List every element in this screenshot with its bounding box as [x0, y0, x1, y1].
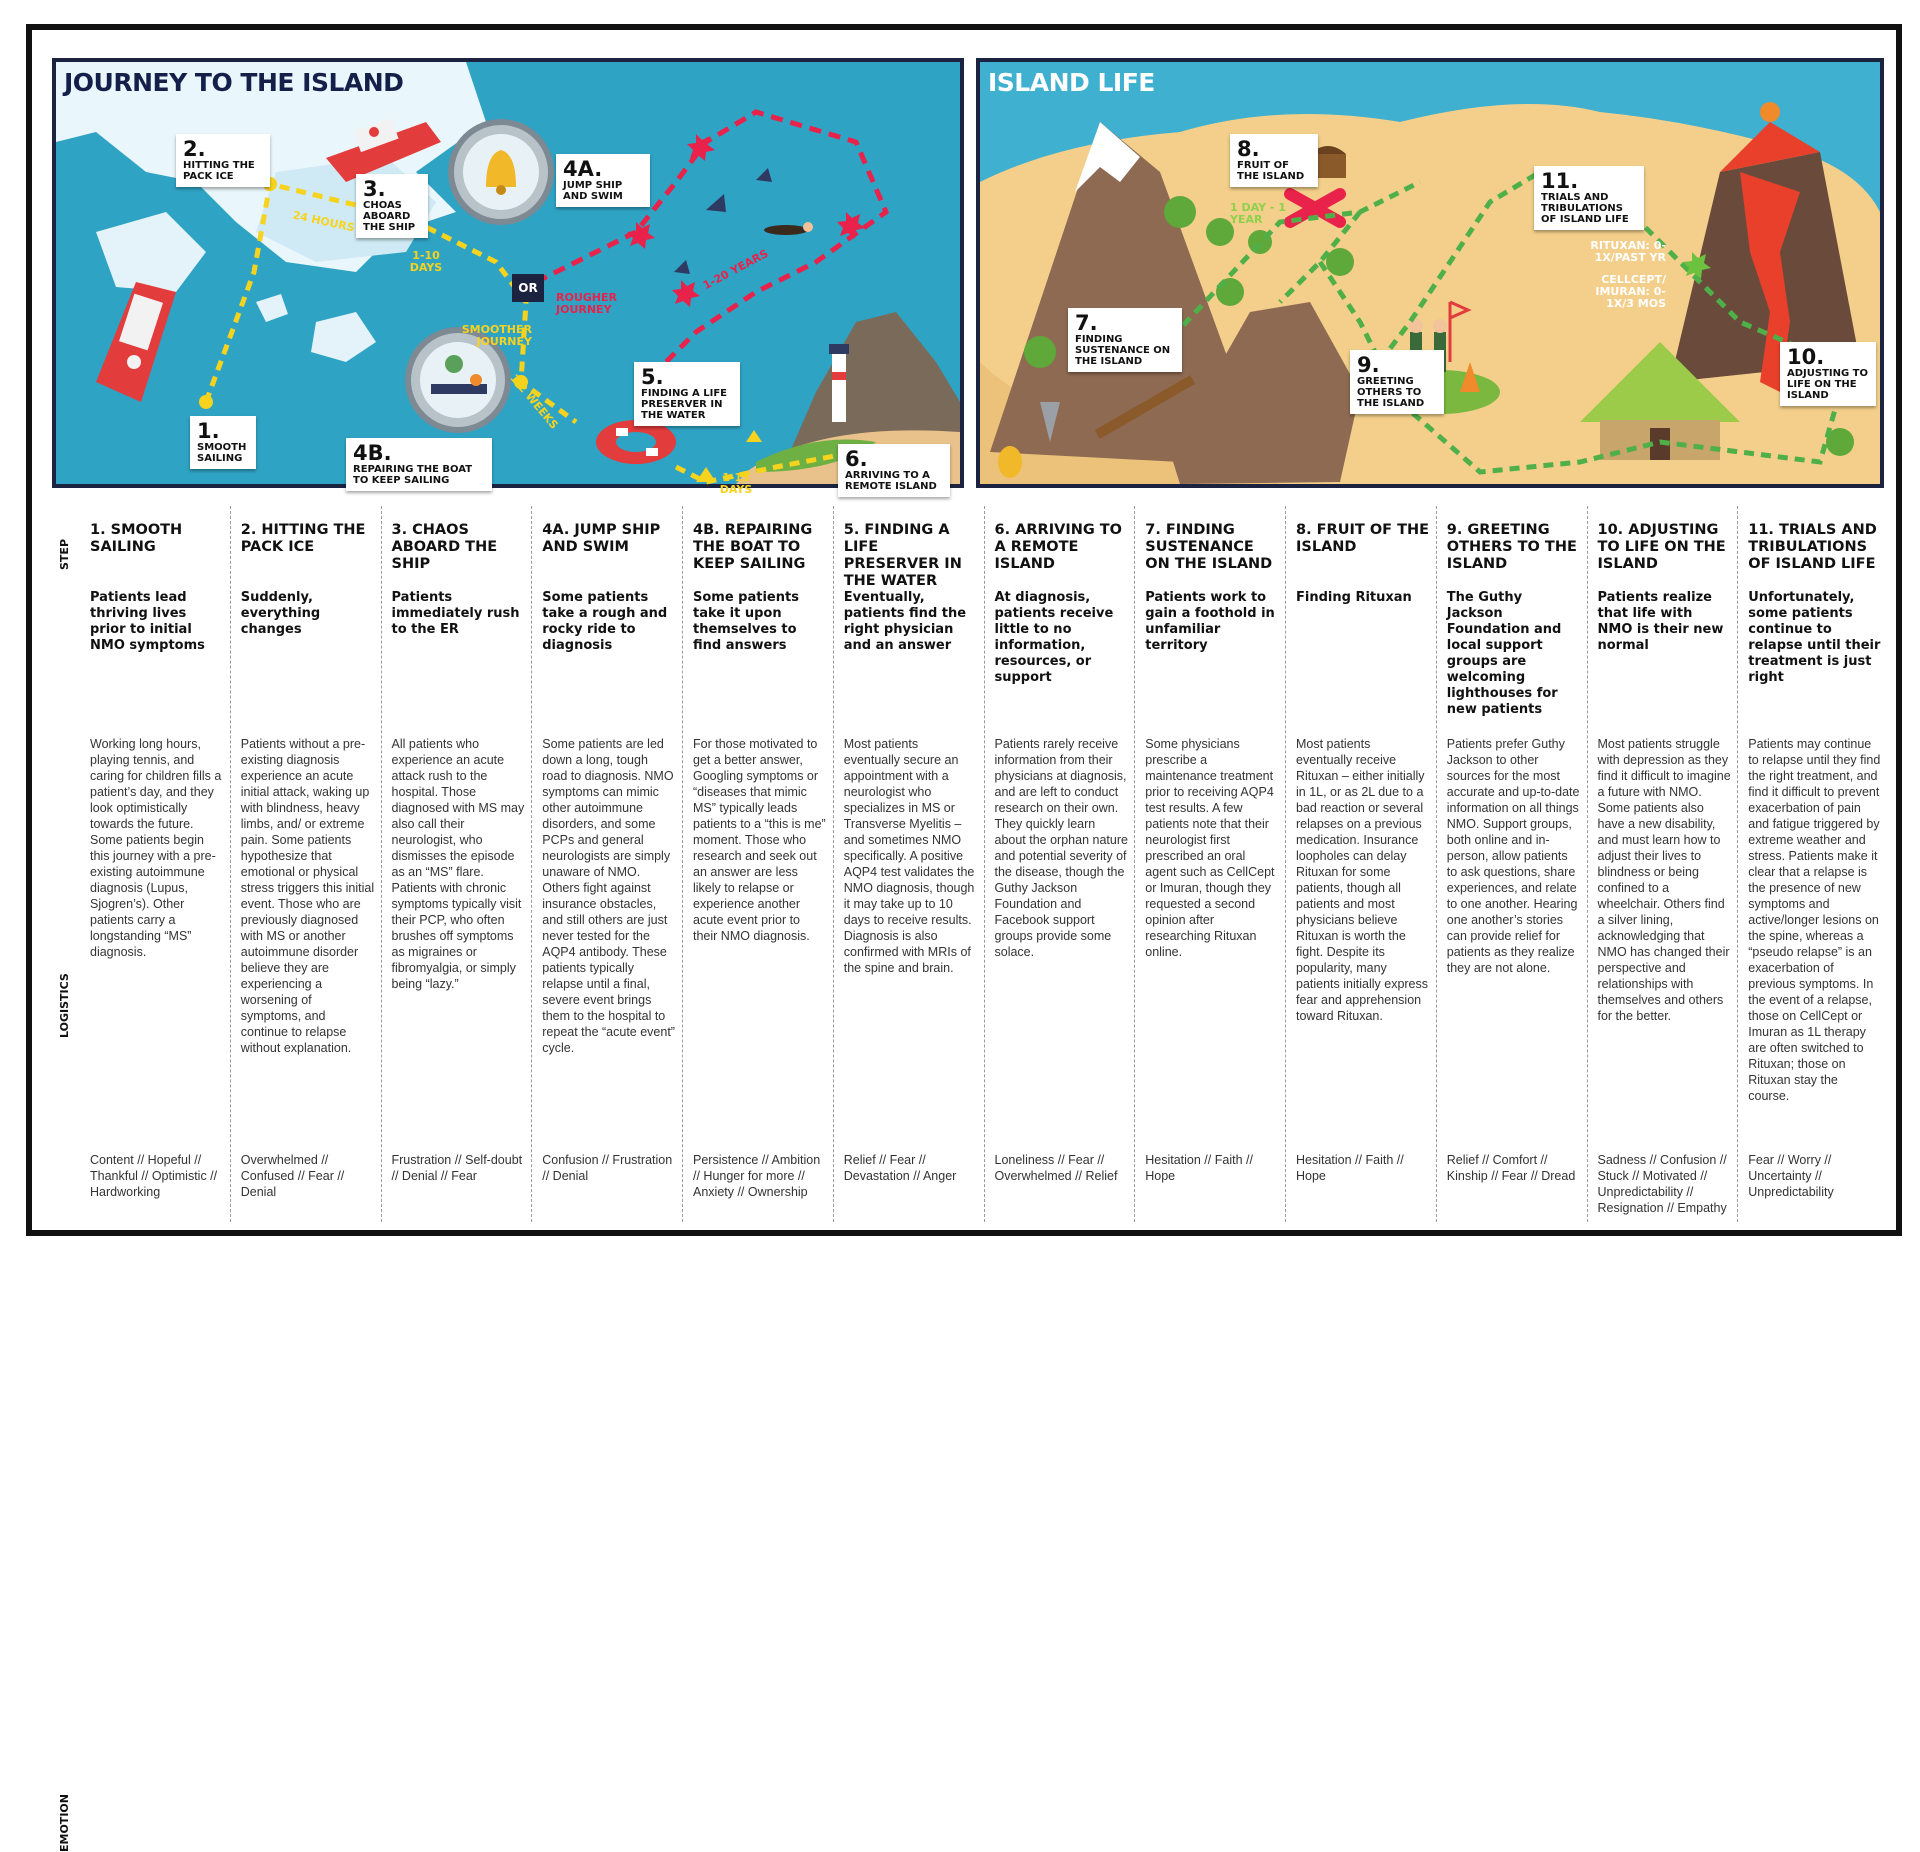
step-summary: At diagnosis, patients receive little to no information, resources, or support [994, 590, 1114, 685]
logistics-text: Some patients are led down a long, tough road to diagnosis. NMO symptoms can mimic other autoimmune disorders, and some PCPs and general neurologists are simply unaware of NMO. Others fight against insurance obstacles, and still others are just never tested for the AQP4 antibody. These patients typically relapse until a final, severe event brings them to the hospital to repeat the “acute event” cycle. [542, 737, 675, 1055]
step-label-1: 1. SMOOTH SAILING [190, 416, 256, 469]
emotion-text: Hesitation // Faith // Hope [1296, 1153, 1404, 1183]
emotion-text: Overwhelmed // Confused // Fear // Denial [240, 1153, 345, 1199]
table-column [834, 506, 985, 1222]
emotion-text: Relief // Comfort // Kinship // Fear // Dread [1446, 1153, 1576, 1183]
step-summary: Some patients take it upon themselves to find answers [693, 590, 799, 653]
logistics-text: Patients rarely receive information from their physicians at diagnosis, and are left to conduct research on their own. They quickly learn about the orphan nature and potential severity of the disease, though the Guthy Jackson Foundation and Facebook support groups provide some solace. [994, 737, 1128, 959]
table-column [1135, 506, 1286, 1222]
row-label-logistics: LOGISTICS [58, 973, 71, 1038]
journey-title: JOURNEY TO THE ISLAND [64, 68, 404, 97]
step-title: 3. CHAOS ABOARD THE SHIP [391, 522, 498, 572]
step-title: 4B. REPAIRING THE BOAT TO KEEP SAILING [693, 522, 813, 572]
shark-fin-icon [756, 168, 772, 182]
step-title: 5. FINDING A LIFE PRESERVER IN THE WATER [843, 522, 962, 589]
ice-floe [311, 312, 376, 362]
step-label-2: 2. HITTING THE PACK ICE [176, 134, 270, 187]
step-label-11: 11. TRIALS AND TRIBULATIONS OF ISLAND LIFE [1534, 166, 1644, 230]
table-column [382, 506, 533, 1222]
step-summary: Suddenly, everything changes [240, 590, 321, 637]
step-label-8: 8. FRUIT OF THE ISLAND [1230, 134, 1318, 187]
swimmer-icon [764, 222, 813, 235]
logistics-text: Patients prefer Guthy Jackson to other sources for the most accurate and up-to-date information on all things NMO. Support groups, both online and in-person, allow patients to ask questions, share experiences, and relate to one another. Hearing one another’s stories can provide relief for patients as they realize they are not alone. [1446, 737, 1580, 975]
journey-map-frame [26, 24, 1902, 1852]
journey-table [52, 506, 1888, 1852]
table-column [1286, 506, 1437, 1222]
emotion-text: Content // Hopeful // Thankful // Optimistic // Hardworking [90, 1153, 218, 1199]
ice-floe [96, 212, 206, 292]
smoother-journey-tag: SMOOTHER JOURNEY [461, 323, 532, 348]
step-label-10: 10. ADJUSTING TO LIFE ON THE ISLAND [1780, 342, 1876, 406]
logistics-text: Most patients eventually receive Rituxan – either initially in 1L, or as 2L due to a bad reaction or several relapses on a previous medication. Insurance loopholes can delay Rituxan for some patients, though all patients and most physicians believe Rituxan is worth the fight. Despite its popularity, many patients initially express fear and apprehension toward Rituxan. [1296, 737, 1429, 1023]
emotion-text: Relief // Fear // Devastation // Anger [843, 1153, 957, 1183]
duration-tag-1-2-weeks: 1-2 WEEKS [507, 371, 561, 432]
emotion-text: Confusion // Frustration // Denial [542, 1153, 673, 1183]
step-title: 1. SMOOTH SAILING [90, 522, 183, 555]
step-summary: The Guthy Jackson Foundation and local support groups are welcoming lighthouses for new patients [1446, 590, 1562, 717]
life-preserver-icon [596, 420, 676, 464]
lighthouse-icon [829, 344, 849, 422]
logistics-text: Most patients struggle with depression as they find it difficult to imagine a future with NMO. Some patients also have a new disability, and must learn how to adjust their lives to blindness or being confined to a wheelchair. Others find a silver lining, acknowledging that NMO has changed their perspective and relationships with themselves and others for the better. [1597, 737, 1731, 1023]
emotion-text: Sadness // Confusion // Stuck // Motivated // Unpredictability // Resignation // Empathy [1597, 1153, 1727, 1215]
island-illustration [980, 62, 1880, 484]
logistics-text: Some physicians prescribe a maintenance treatment prior to receiving AQP4 test results. A few patients note that their neurologist first prescribed an oral agent such as CellCept or Imuran, though they requested a second opinion after researching Rituxan online. [1145, 737, 1275, 959]
ice-floe [256, 294, 288, 322]
step-summary: Patients lead thriving lives prior to initial NMO symptoms [90, 590, 205, 653]
or-badge: OR [512, 274, 544, 302]
table-columns [80, 506, 1888, 1222]
buoy-icon [746, 430, 762, 442]
rougher-journey-tag: ROUGHER JOURNEY [556, 291, 617, 316]
step-title: 7. FINDING SUSTENANCE ON THE ISLAND [1145, 522, 1273, 572]
table-column [1437, 506, 1588, 1222]
table-column [532, 506, 683, 1222]
duration-tag-1-20-years: 1-20 YEARS [700, 246, 771, 293]
emotion-text: Frustration // Self-doubt // Denial // Fear [391, 1153, 523, 1183]
route-stop-dot [199, 395, 213, 409]
step-summary: Eventually, patients find the right physician and an answer [843, 590, 967, 653]
emotion-text: Persistence // Ambition // Hunger for more // Anxiety // Ownership [693, 1153, 821, 1199]
porthole-bell-icon [451, 122, 551, 222]
red-burst-icon [627, 134, 865, 307]
step-summary: Unfortunately, some patients continue to relapse until their treatment is just right [1748, 590, 1881, 685]
shark-fin-icon [674, 260, 690, 274]
emotion-text: Fear // Worry // Uncertainty // Unpredictability [1748, 1153, 1834, 1199]
step-title: 8. FRUIT OF THE ISLAND [1296, 522, 1430, 555]
step-title: 11. TRIALS AND TRIBULATIONS OF ISLAND LIFE [1748, 522, 1877, 572]
duration-tag-1-15-days: 1-15 DAYS [719, 471, 753, 496]
shark-fin-icon [706, 194, 726, 212]
table-column [1588, 506, 1739, 1222]
duration-tag-1-10-days: 1-10 DAYS [409, 249, 443, 274]
rituxan-frequency-tag: RITUXAN: 0-1X/PAST YR [1590, 239, 1666, 264]
step-title: 9. GREETING OTHERS TO THE ISLAND [1446, 522, 1577, 572]
step-label-9: 9. GREETING OTHERS TO THE ISLAND [1350, 350, 1444, 414]
logistics-text: Patients may continue to relapse until they find the right treatment, and find it difficult to prevent exacerbation of pain and fatigue triggered by extreme weather and stress. Patients make it clear that a relapse is the presence of new symptoms and active/longer lesions on the spine, whereas a “pseudo relapse” is an exacerbation of previous symptoms. In the event of a relapse, those on CellCept or Imuran as 1L therapy are often switched to Rituxan; those on Rituxan stay the course. [1748, 737, 1881, 1103]
table-column [80, 506, 231, 1222]
step-summary: Finding Rituxan [1296, 590, 1412, 605]
duration-tag-24-hours: 24 HOURS [291, 208, 356, 235]
duration-tag-1-day-1-year: 1 DAY - 1 YEAR [1230, 201, 1286, 226]
step-summary: Patients realize that life with NMO is their new normal [1597, 590, 1724, 653]
journey-panel [52, 58, 964, 496]
logistics-text: All patients who experience an acute attack rush to the hospital. Those diagnosed with MS may also call their neurologist, who dismisses the episode as an “MS” flare. Patients with chronic symptoms typically visit their PCP, who often brushes off symptoms as migraines or fibromyalgia, or simply being “lazy.” [391, 737, 525, 991]
cellcept-frequency-tag: CELLCEPT/ IMURAN: 0-1X/3 MOS [1595, 273, 1666, 310]
emotion-text: Loneliness // Fear // Overwhelmed // Relief [994, 1153, 1118, 1183]
step-title: 4A. JUMP SHIP AND SWIM [542, 522, 661, 555]
step-label-6: 6. ARRIVING TO A REMOTE ISLAND [838, 444, 950, 497]
logistics-text: Patients without a pre-existing diagnosis experience an acute initial attack, waking up with blindness, heavy limbs, and/ or extreme pain. Some patients hypothesize that emotional or physical stress triggers this initial event. Those who are previously diagnosed with MS or another autoimmune disorder believe they are experiencing a worsening of symptoms, and continue to relapse without explanation. [240, 737, 375, 1055]
step-label-3: 3. CHOAS ABOARD THE SHIP [356, 174, 428, 238]
table-column [1738, 506, 1888, 1222]
step-title: 6. ARRIVING TO A REMOTE ISLAND [994, 522, 1123, 572]
step-summary: Some patients take a rough and rocky ride to diagnosis [542, 590, 668, 653]
logistics-text: For those motivated to get a better answer, Googling symptoms or “diseases that mimic MS” typically leads patients to a “this is me” moment. Those who research and seek out an answer are less likely to relapse or experience another acute event prior to their NMO diagnosis. [693, 737, 826, 943]
step-summary: Patients work to gain a foothold in unfamiliar territory [1145, 590, 1275, 653]
ship-icon [96, 282, 176, 402]
step-summary: Patients immediately rush to the ER [391, 590, 520, 637]
logistics-text: Working long hours, playing tennis, and caring for children fills a patient’s day, and they look optimistically towards the future. Some patients begin this journey with a pre-existing autoimmune diagnosis (Lupus, Sjogren’s). Other patients carry a longstanding “MS” diagnosis. [90, 737, 222, 959]
island-panel [976, 58, 1884, 488]
step-label-5: 5. FINDING A LIFE PRESERVER IN THE WATER [634, 362, 740, 426]
step-label-4b: 4B. REPAIRING THE BOAT TO KEEP SAILING [346, 438, 492, 491]
row-label-step: STEP [58, 538, 71, 570]
table-column [683, 506, 834, 1222]
row-label-emotion: EMOTION [58, 1794, 71, 1852]
step-title: 2. HITTING THE PACK ICE [240, 522, 366, 555]
table-column [231, 506, 382, 1222]
step-label-7: 7. FINDING SUSTENANCE ON THE ISLAND [1068, 308, 1182, 372]
island-title: ISLAND LIFE [988, 68, 1155, 97]
step-label-4a: 4A. JUMP SHIP AND SWIM [556, 154, 650, 207]
table-column [985, 506, 1136, 1222]
step-title: 10. ADJUSTING TO LIFE ON THE ISLAND [1597, 522, 1726, 572]
logistics-text: Most patients eventually secure an appointment with a neurologist who specializes in MS or Transverse Myelitis – and sometimes NMO specifically. A positive AQP4 test validates the NMO diagnosis, though it may take up to 10 days to receive results. Diagnosis is also confirmed with MRIs of the spine and brain. [843, 737, 975, 975]
emotion-text: Hesitation // Faith // Hope [1145, 1153, 1253, 1183]
